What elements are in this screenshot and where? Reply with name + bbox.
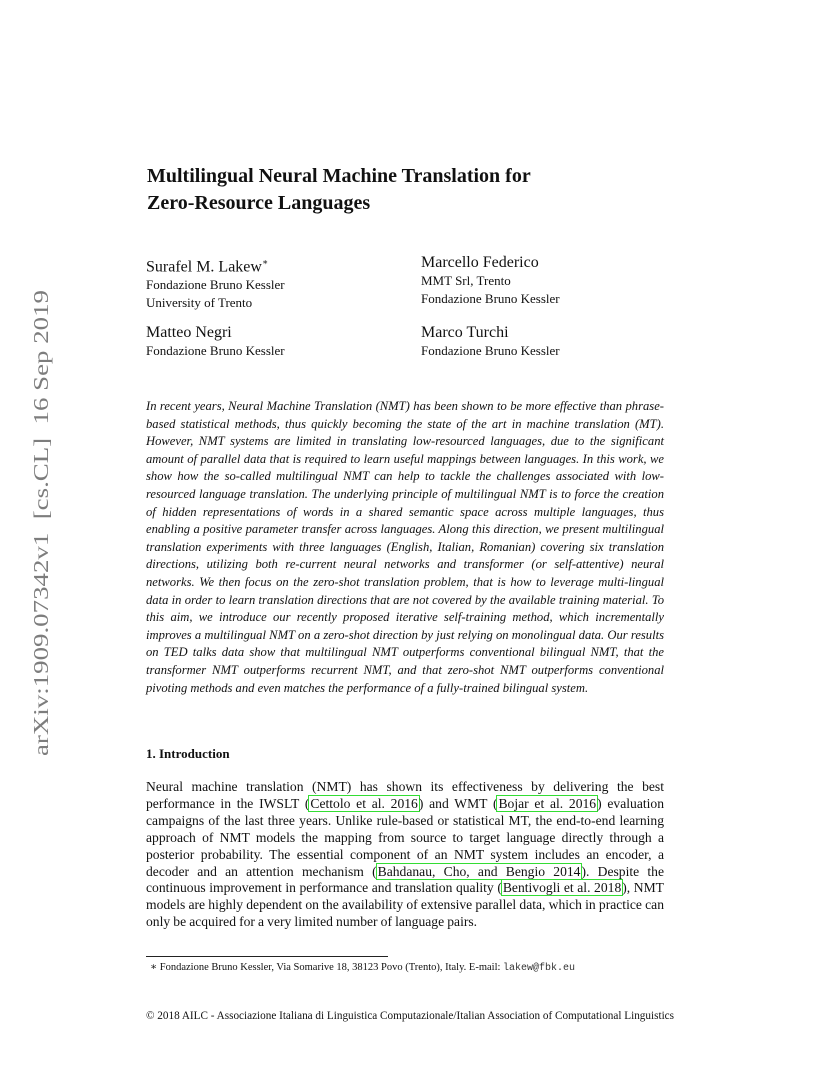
author-negri: [146, 323, 285, 360]
author-name: Matteo Negri: [146, 324, 232, 341]
footnote-rule: [146, 956, 388, 957]
author-affiliations: Fondazione Bruno Kessler: [421, 343, 560, 358]
citation-link[interactable]: Cettolo et al. 2016: [310, 795, 418, 811]
footnote: ∗ Fondazione Bruno Kessler, Via Somarive 18, 38123 Povo (Trento), Italy. E-mail: lakew@fbk.eu: [150, 962, 576, 974]
citation-link[interactable]: Bahdanau, Cho, and Bengio 2014: [377, 863, 581, 879]
copyright-notice: © 2018 AILC - Associazione Italiana di Linguistica Computazionale/Italian Association of Computational Linguistics: [146, 1010, 674, 1022]
title-line-1: Multilingual Neural Machine Translation for: [147, 165, 531, 187]
citation-link[interactable]: Bojar et al. 2016: [498, 795, 597, 811]
section-heading: 1. Introduction: [146, 746, 230, 761]
author-lakew: [146, 253, 285, 312]
author-turchi: [421, 323, 560, 360]
author-affiliations: Fondazione Bruno Kessler: [146, 343, 285, 358]
title-line-2: Zero-Resource Languages: [147, 192, 371, 214]
footnote-marker: ∗: [261, 257, 269, 267]
author-name: Marco Turchi: [421, 324, 509, 341]
abstract: In recent years, Neural Machine Translation (NMT) has been shown to be more effective than phrase-based statistical methods, thus quickly becoming the state of the art in machine translation (MT). However, NMT systems are limited in translating low-resourced languages, due to the significant amount of parallel data that is required to learn useful mappings between languages. In this work, we show how the so-called multilingual NMT can help to tackle the challenges associated with low-resourced language translation. The underlying principle of multilingual NMT is to force the creation of hidden representations of words in a shared semantic space across multiple languages, thus enabling a positive parameter transfer across languages. Along this direction, we present multilingual translation experiments with three languages (English, Italian, Romanian) covering six translation directions, utilizing both re-current neural networks and transformer (or self-attentive) neural networks. We then focus on the zero-shot translation problem, that is how to leverage multi-lingual data in order to learn translation directions that are not covered by the available training material. To this aim, we introduce our recently proposed iterative self-training method, which incrementally improves a multilingual NMT on a zero-shot direction by just relying on monolingual data. Our results on TED talks data show that multilingual NMT outperforms conventional bilingual NMT, that the transformer NMT outperforms recurrent NMT, and that zero-shot NMT outperforms conventional pivoting methods and even matches the performance of a fully-trained bilingual system.: [146, 399, 664, 695]
author-affiliations: Fondazione Bruno Kessler University of Trento: [146, 277, 285, 311]
paper-title: [147, 163, 667, 217]
arxiv-identifier: arXiv:1909.07342v1 [cs.CL] 16 Sep 2019: [29, 392, 53, 756]
arxiv-stamp: [8, 288, 62, 760]
author-name: Marcello Federico: [421, 254, 539, 271]
author-federico: [421, 253, 560, 308]
author-affiliations: MMT Srl, Trento Fondazione Bruno Kessler: [421, 273, 560, 306]
citation-link[interactable]: Bentivogli et al. 2018: [502, 880, 622, 896]
author-name: Surafel M. Lakew∗: [146, 257, 269, 276]
email-address: lakew@fbk.eu: [503, 963, 576, 974]
intro-paragraph: Neural machine translation (NMT) has shown its effectiveness by delivering the best performance in the IWSLT (Cettolo et al. 2016) and WMT (Bojar et al. 2016) evaluation campaigns of the last three years. Unlike rule-based or statistical MT, the end-to-end learning approach of NMT models the mapping from source to target language directly through a posterior probability. The essential component of an NMT system includes an encoder, a decoder and an attention mechanism (Bahdanau, Cho, and Bengio 2014). Despite the continuous improvement in performance and translation quality (Bentivogli et al. 2018), NMT models are highly dependent on the availability of extensive parallel data, which in practice can only be acquired for a very limited number of language pairs.: [146, 779, 664, 930]
